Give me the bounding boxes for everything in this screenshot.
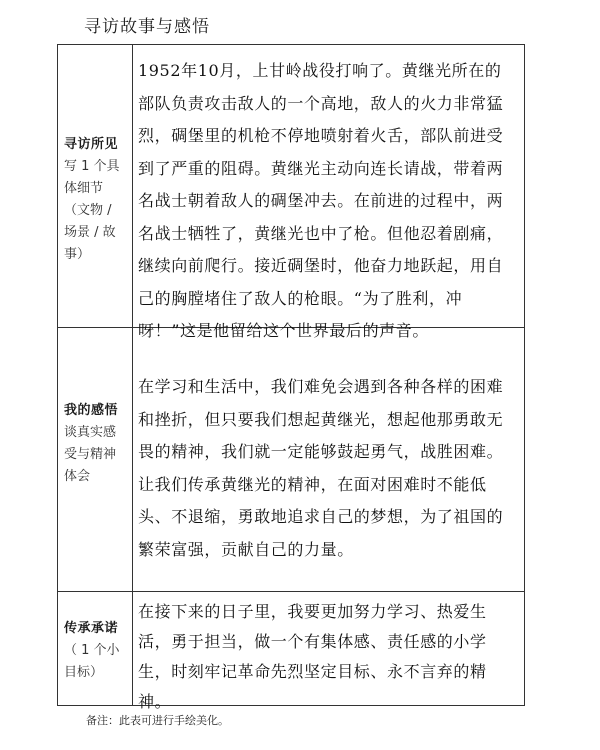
answer-visit: 1952年10月，上甘岭战役打响了。黄继光所在的部队负责攻击敌人的一个高地，敌人的火力非常猛烈，碉堡里的机枪不停地喷射着火舌，部队前进受到了严重的阻碍。黄继光主动向连长请战，带着两名战士朝着敌人的碉堡冲去。在前进的过程中，两名战士牺牲了，黄继光也中了枪。但他忍着剧痛，继续向前爬行。接近碉堡时，他奋力地跃起，用自己的胸膛堵住了敌人的枪眼。“为了胜利，冲呀！”这是他留给这个世界最后的声音。 [138, 61, 504, 340]
row-label-hint: 写 1 个具体细节（文物 / 场景 / 故事） [64, 159, 120, 262]
row-label-hint: （ 1 个小目标） [64, 643, 120, 680]
row-label-promise [58, 618, 132, 684]
answer-promise: 在接下来的日子里，我要更加努力学习、热爱生活，勇于担当，做一个有集体感、责任感的小学生，时刻牢记革命先烈坚定目标、永不言弃的精神。 [138, 602, 487, 711]
column-divider [132, 45, 133, 705]
row-label-feeling [58, 400, 132, 488]
row-label-hint: 谈真实感受与精神体会 [64, 425, 117, 484]
page-title: 寻访故事与感悟 [84, 17, 210, 37]
row-label-title: 传承承诺 [64, 621, 119, 636]
row-label-title: 我的感悟 [64, 403, 119, 418]
interview-form-table [57, 44, 525, 711]
row-divider [58, 591, 524, 592]
row-label-visit [58, 134, 132, 266]
footnote: 备注：此表可进行手绘美化。 [86, 714, 229, 727]
row-label-title: 寻访所见 [64, 137, 119, 152]
answer-feeling: 在学习和生活中，我们难免会遇到各种各样的困难和挫折，但只要我们想起黄继光，想起他那勇敢无畏的精神，我们就一定能够鼓起勇气，战胜困难。让我们传承黄继光的精神，在面对困难时不能低头、不退缩，勇敢地追求自己的梦想，为了祖国的繁荣富强，贡献自己的力量。 [138, 377, 504, 559]
